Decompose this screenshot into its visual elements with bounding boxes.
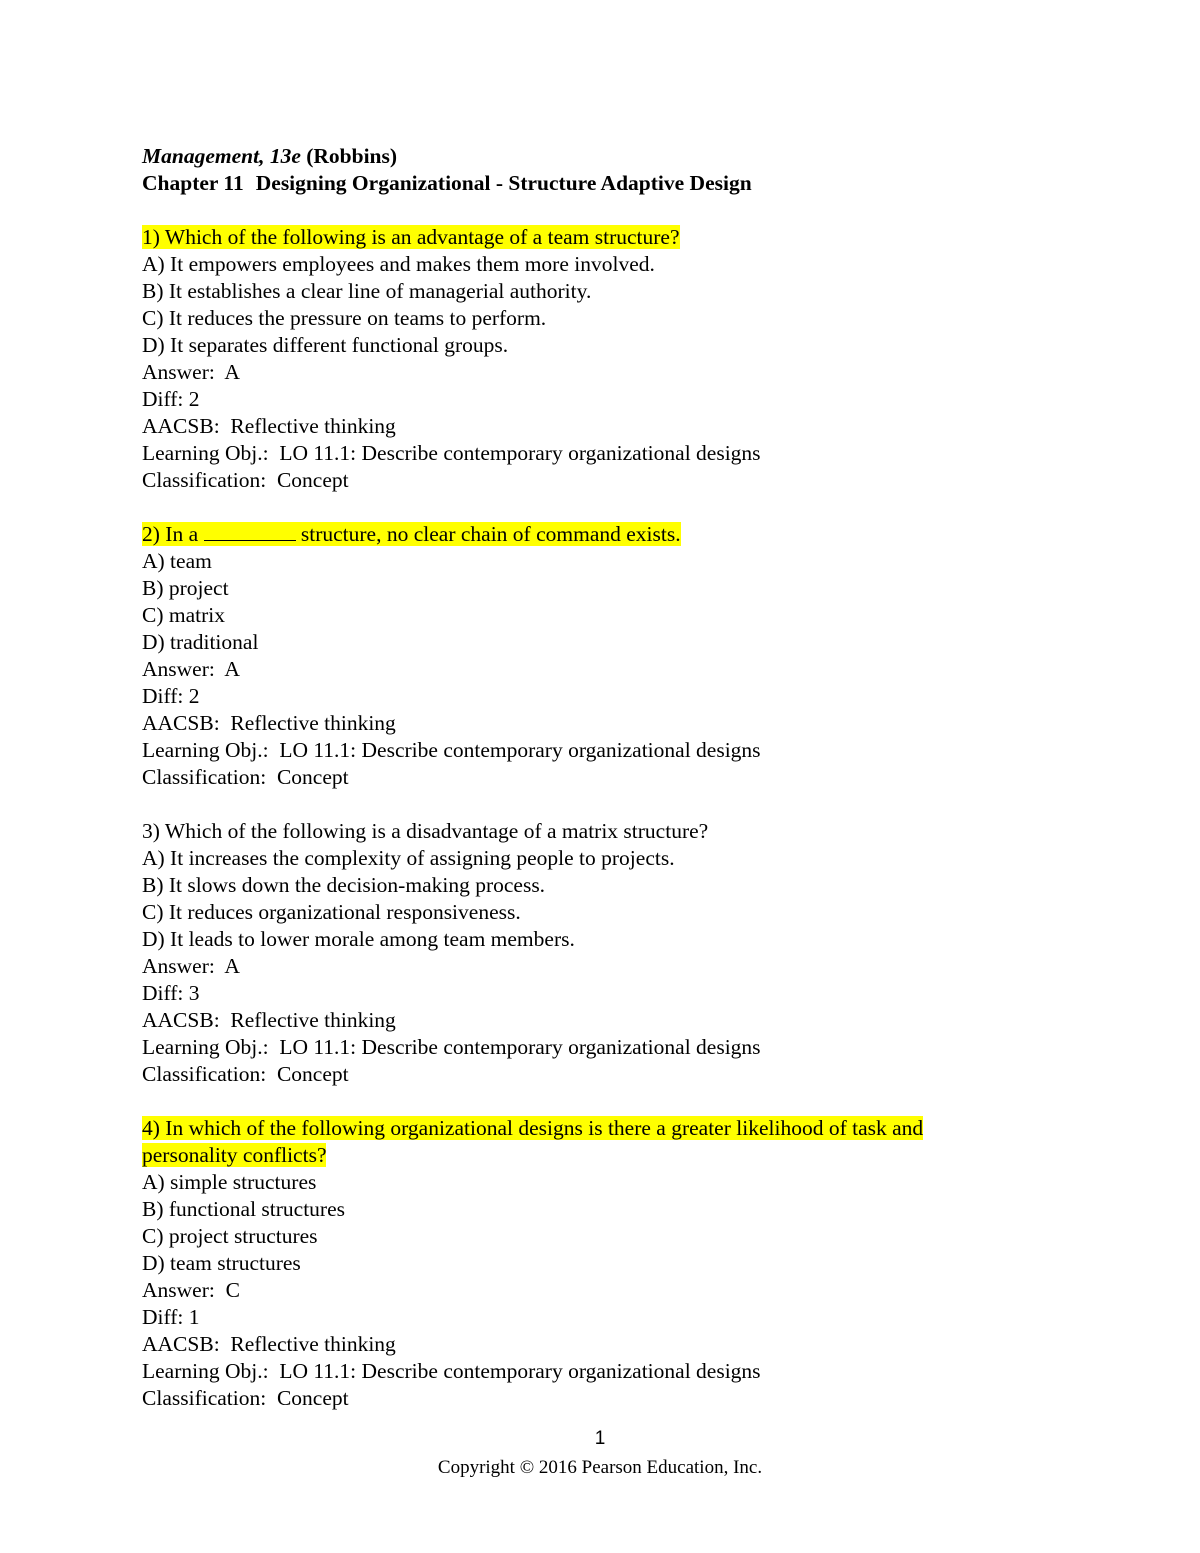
answer: Answer: A <box>142 657 240 681</box>
option-a: A) team <box>142 549 212 573</box>
difficulty: Diff: 1 <box>142 1305 200 1329</box>
chapter-title: Designing Organizational - Structure Adaptive Design <box>255 171 752 195</box>
option-a: A) It empowers employees and makes them more involved. <box>142 252 655 276</box>
aacsb: AACSB: Reflective thinking <box>142 1008 396 1032</box>
difficulty: Diff: 3 <box>142 981 200 1005</box>
stem-before-blank: 2) In a <box>142 522 204 546</box>
classification: Classification: Concept <box>142 1386 349 1410</box>
book-title-line <box>142 143 1022 170</box>
option-c: C) It reduces the pressure on teams to perform. <box>142 306 547 330</box>
option-d: D) It leads to lower morale among team members. <box>142 927 575 951</box>
classification: Classification: Concept <box>142 1062 349 1086</box>
classification: Classification: Concept <box>142 468 349 492</box>
question-3 <box>142 818 1022 1088</box>
learning-objective: Learning Obj.: LO 11.1: Describe contemporary organizational designs <box>142 1035 761 1059</box>
option-c: C) It reduces organizational responsiveness. <box>142 900 521 924</box>
learning-objective: Learning Obj.: LO 11.1: Describe contemporary organizational designs <box>142 1359 761 1383</box>
option-d: D) traditional <box>142 630 259 654</box>
aacsb: AACSB: Reflective thinking <box>142 711 396 735</box>
difficulty: Diff: 2 <box>142 387 200 411</box>
book-author: (Robbins) <box>300 144 398 168</box>
question-stem <box>142 522 681 546</box>
answer: Answer: C <box>142 1278 240 1302</box>
classification: Classification: Concept <box>142 765 349 789</box>
learning-objective: Learning Obj.: LO 11.1: Describe contemporary organizational designs <box>142 441 761 465</box>
question-stem: 1) Which of the following is an advantage of a team structure? <box>142 225 680 249</box>
option-a: A) simple structures <box>142 1170 317 1194</box>
option-c: C) project structures <box>142 1224 318 1248</box>
question-stem-line-1: 4) In which of the following organizational designs is there a greater likelihood of task and <box>142 1116 924 1140</box>
option-b: B) It slows down the decision-making process. <box>142 873 546 897</box>
question-4 <box>142 1115 1022 1412</box>
aacsb: AACSB: Reflective thinking <box>142 414 396 438</box>
difficulty: Diff: 2 <box>142 684 200 708</box>
option-d: D) team structures <box>142 1251 301 1275</box>
option-a: A) It increases the complexity of assigning people to projects. <box>142 846 675 870</box>
page-number: 1 <box>594 1428 606 1449</box>
answer: Answer: A <box>142 360 240 384</box>
question-stem-line-2: personality conflicts? <box>142 1143 327 1167</box>
stem-after-blank: structure, no clear chain of command exists. <box>295 522 681 546</box>
option-b: B) functional structures <box>142 1197 346 1221</box>
answer: Answer: A <box>142 954 240 978</box>
option-c: C) matrix <box>142 603 225 627</box>
question-stem: 3) Which of the following is a disadvantage of a matrix structure? <box>142 819 709 843</box>
document-body <box>142 143 1022 1439</box>
aacsb: AACSB: Reflective thinking <box>142 1332 396 1356</box>
option-b: B) It establishes a clear line of managerial authority. <box>142 279 592 303</box>
copyright-notice: Copyright © 2016 Pearson Education, Inc. <box>437 1457 763 1478</box>
option-b: B) project <box>142 576 229 600</box>
question-2 <box>142 521 1022 791</box>
question-1 <box>142 224 1022 494</box>
option-d: D) It separates different functional groups. <box>142 333 509 357</box>
chapter-heading <box>142 170 1022 197</box>
learning-objective: Learning Obj.: LO 11.1: Describe contemporary organizational designs <box>142 738 761 762</box>
book-title: Management, 13e <box>142 144 301 168</box>
chapter-number: Chapter 11 <box>142 171 244 195</box>
fill-in-blank <box>204 522 296 541</box>
